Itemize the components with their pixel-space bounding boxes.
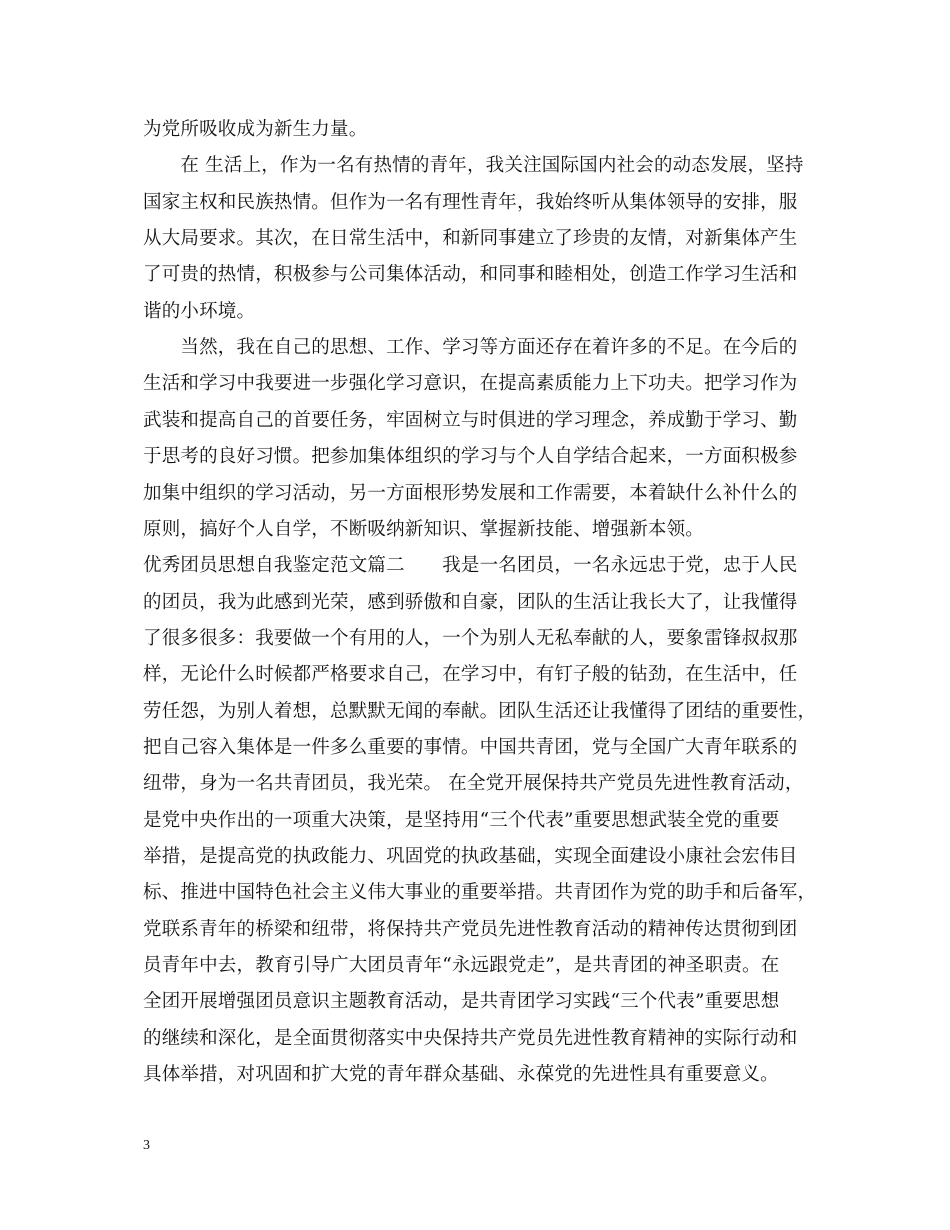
text-line: 党联系青年的桥梁和纽带，将保持共产党员先进性教育活动的精神传达贯彻到团 — [143, 918, 798, 940]
text-line: 生活和学习中我要进一步强化学习意识，在提高素质能力上下功夫。把学习作为 — [143, 373, 798, 395]
text-line: 从大局要求。其次，在日常生活中，和新同事建立了珍贵的友情，对新集体产生 — [143, 228, 798, 250]
text-line: 了很多很多：我要做一个有用的人，一个为别人无私奉献的人，要象雷锋叔叔那 — [143, 627, 798, 649]
text-line: 具体举措，对巩固和扩大党的青年群众基础、永葆党的先进性具有重要意义。 — [143, 1064, 779, 1086]
text-line: 标、推进中国特色社会主义伟大事业的重要举措。共青团作为党的助手和后备军， — [143, 882, 817, 904]
text-line: 于思考的良好习惯。把参加集体组织的学习与个人自学结合起来，一方面积极参 — [143, 446, 798, 468]
text-line: 为党所吸收成为新生力量。 — [143, 119, 368, 140]
text-line: 纽带，身为一名共青团员，我光荣。 在全党开展保持共产党员先进性教育活动， — [143, 773, 804, 795]
text-line: 劳任怨，为别人着想，总默默无闻的奉献。团队生活还让我懂得了团结的重要性， — [143, 700, 817, 722]
page-number: 3 — [143, 1138, 150, 1153]
text-line: 加集中组织的学习活动，另一方面根形势发展和工作需要，本着缺什么补什么的 — [143, 482, 798, 504]
text-line: 把自己容入集体是一件多么重要的事情。中国共青团，党与全国广大青年联系的 — [143, 736, 798, 758]
text-line: 优秀团员思想自我鉴定范文篇二 我是一名团员，一名永远忠于党，忠于人民 — [143, 555, 798, 577]
text-line: 举措，是提高党的执政能力、巩固党的执政基础，实现全面建设小康社会宏伟目 — [143, 846, 798, 867]
text-line: 原则，搞好个人自学，不断吸纳新知识、掌握新技能、增强新本领。 — [143, 518, 705, 540]
text-line: 了可贵的热情，积极参与公司集体活动，和同事和睦相处，创造工作学习生活和 — [143, 264, 798, 286]
text-line: 是党中央作出的一项重大决策，是坚持用“三个代表”重要思想武装全党的重要 — [143, 809, 780, 831]
text-line: 武装和提高自己的首要任务，牢固树立与时俱进的学习理念，养成勤于学习、勤 — [143, 409, 798, 431]
text-line: 员青年中去，教育引导广大团员青年“永远跟党走”，是共青团的神圣职责。在 — [143, 955, 780, 977]
text-line: 国家主权和民族热情。但作为一名有理性青年，我始终听从集体领导的安排，服 — [143, 191, 798, 213]
text-line: 样，无论什么时候都严格要求自己，在学习中，有钉子般的钻劲，在生活中，任 — [143, 664, 798, 686]
text-line: 在 生活上，作为一名有热情的青年，我关注国际国内社会的动态发展，坚持 — [143, 155, 804, 177]
text-line: 当然，我在自己的思想、工作、学习等方面还存在着许多的不足。在今后的 — [143, 337, 798, 359]
text-line: 的继续和深化，是全面贯彻落实中央保持共产党员先进性教育精神的实际行动和 — [143, 1027, 798, 1049]
text-line: 谐的小环境。 — [143, 300, 256, 322]
text-line: 全团开展增强团员意识主题教育活动，是共青团学习实践“三个代表”重要思想 — [143, 991, 780, 1013]
text-line: 的团员，我为此感到光荣，感到骄傲和自豪，团队的生活让我长大了，让我懂得 — [143, 591, 798, 613]
